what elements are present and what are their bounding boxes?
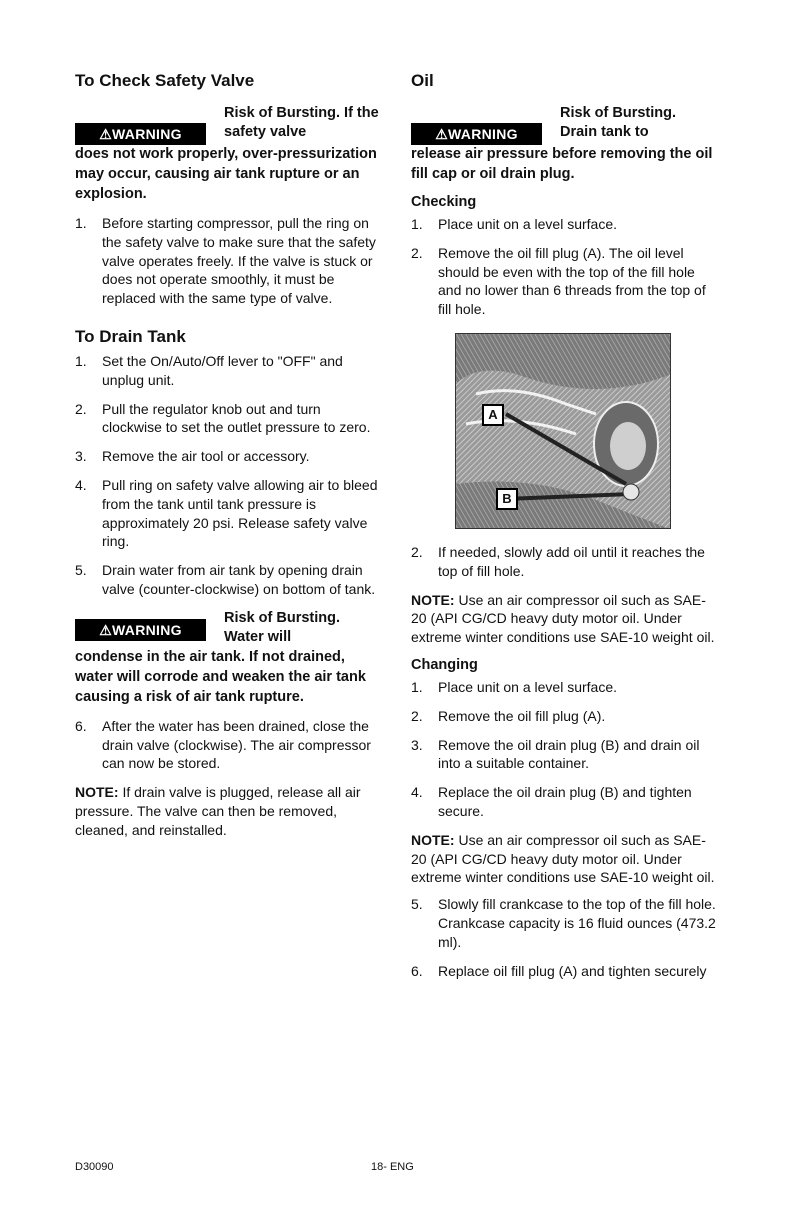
warning-heading: Risk of Bursting. If the safety valve: [224, 105, 379, 140]
subsection-title-changing: Changing: [411, 656, 478, 673]
drain-steps-list: [75, 352, 380, 599]
warning-body: release air pressure before removing the oil fill cap or oil drain plug.: [411, 146, 713, 182]
callout-label-a: A: [482, 404, 504, 426]
right-column: [411, 70, 716, 990]
list-item: 1. Set the On/Auto/Off lever to "OFF" and unplug unit.: [75, 352, 343, 388]
warning-block-valve: [75, 104, 380, 146]
document-code: D30090: [75, 1161, 114, 1173]
changing-steps-list: [411, 678, 716, 821]
section-title-drain-tank: To Drain Tank: [75, 326, 186, 346]
list-item: 1. Place unit on a level surface.: [411, 678, 617, 695]
callout-label-b: B: [496, 488, 518, 510]
list-item: 1. Before starting compressor, pull the ring on the safety valve to make sure that the safety valve operates freely. If the valve is stuck or does not operate smoothly, it must be replaced with the same type of valve.: [75, 215, 376, 307]
warning-block-condense: [75, 609, 380, 651]
warning-body: condense in the air tank. If not drained, water will corrode and weaken the air tank causing a risk of air tank rupture.: [75, 648, 366, 705]
warning-heading: Risk of Bursting. Water will: [224, 609, 341, 645]
list-item: 2. Remove the oil fill plug (A).: [411, 707, 606, 724]
subsection-title-checking: Checking: [411, 194, 477, 210]
warning-badge: ⚠WARNING: [411, 123, 542, 145]
list-item: 6. After the water has been drained, close the drain valve (clockwise). The air compressor can now be stored.: [75, 717, 371, 772]
list-item: 2. If needed, slowly add oil until it reaches the top of fill hole.: [411, 543, 705, 579]
valve-steps-list: [75, 214, 380, 308]
list-item: 4. Replace the oil drain plug (B) and tighten secure.: [411, 784, 692, 819]
warning-heading: Risk of Bursting. Drain tank to: [560, 105, 677, 140]
changing-steps-list-b: [411, 895, 716, 980]
drain-steps-list-b: [75, 717, 380, 773]
checking-steps-list: [411, 215, 716, 319]
warning-badge: ⚠WARNING: [75, 123, 206, 145]
section-title-check-safety-valve: To Check Safety Valve: [75, 71, 255, 90]
list-item: 1. Place unit on a level surface.: [411, 216, 617, 232]
note-paragraph: NOTE: If drain valve is plugged, release all air pressure. The valve can then be removed, cleaned, and reinstalled.: [75, 784, 361, 838]
list-item: 2. Pull the regulator knob out and turn clockwise to set the outlet pressure to zero.: [75, 400, 371, 436]
compressor-illustration: [456, 334, 671, 529]
list-item: 2. Remove the oil fill plug (A). The oil level should be even with the top of the fill hole and no lower than 6 threads from the top of fill hole.: [411, 244, 706, 318]
list-item: 4. Pull ring on safety valve allowing air to bleed from the tank until tank pressure is approximately 20 psi. Release safety valve ring.: [75, 476, 378, 550]
section-title-oil: Oil: [411, 71, 434, 90]
list-item: 5. Slowly fill crankcase to the top of the fill hole. Crankcase capacity is 16 fluid ounces (473.2 ml).: [411, 896, 716, 950]
list-item: 6. Replace oil fill plug (A) and tighten securely: [411, 962, 707, 979]
warning-badge: ⚠WARNING: [75, 619, 206, 641]
note-paragraph: NOTE: Use an air compressor oil such as SAE-20 (API CG/CD heavy duty motor oil. Under extreme winter conditions use SAE-10 weight oil.: [411, 831, 715, 886]
left-column: [75, 70, 380, 848]
checking-steps-list-b: [411, 543, 716, 581]
warning-body: does not work properly, over-pressurization may occur, causing air tank rupture or an explosion.: [75, 146, 377, 202]
list-item: 3. Remove the air tool or accessory.: [75, 448, 310, 465]
oil-plug-photo: [455, 333, 671, 529]
list-item: 5. Drain water from air tank by opening drain valve (counter-clockwise) on bottom of tank.: [75, 562, 376, 597]
note-paragraph: NOTE: Use an air compressor oil such as SAE-20 (API CG/CD heavy duty motor oil. Under extreme winter conditions use SAE-10 weight oil.: [411, 591, 715, 646]
list-item: 3. Remove the oil drain plug (B) and drain oil into a suitable container.: [411, 736, 700, 772]
page-number: 18- ENG: [371, 1161, 414, 1173]
warning-block-oil: [411, 104, 716, 146]
